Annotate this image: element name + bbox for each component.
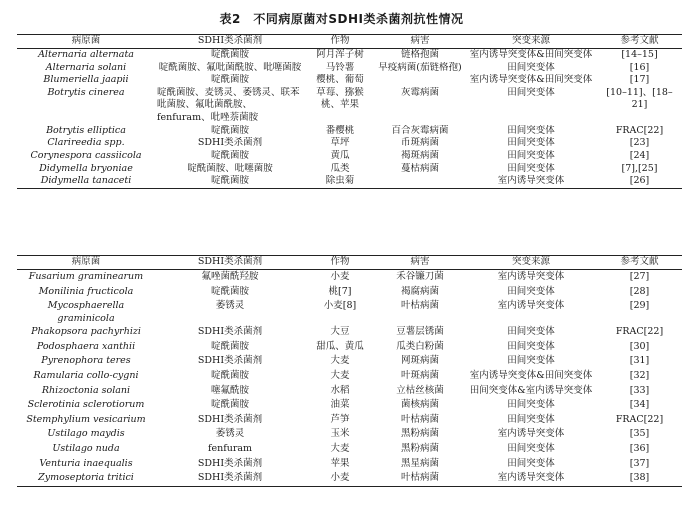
resistance-table-part2	[17, 255, 682, 487]
cell-fungicide: 啶酰菌胺	[210, 175, 249, 187]
cell-pathogen: Botrytis cinerea	[47, 86, 125, 98]
col-header-pathogen: 病原菌	[17, 256, 155, 270]
table-header-row	[17, 256, 682, 270]
table-row	[17, 74, 682, 87]
cell-pathogen: Monilinia fructicola	[38, 285, 134, 297]
cell-pathogen: Alternaria solani	[45, 61, 127, 73]
table-row	[17, 384, 682, 399]
col-header-crop: 作物	[305, 35, 375, 49]
table-row	[17, 427, 682, 442]
cell-source: 田间突变体	[507, 137, 555, 149]
cell-crop: 桃[7]	[328, 285, 352, 297]
cell-source: 室内诱导突变体&田间突变体	[469, 369, 593, 381]
table-row	[17, 369, 682, 384]
cell-source: 田间突变体	[507, 61, 555, 73]
cell-ref: [36]	[629, 442, 650, 454]
table-row	[17, 442, 682, 457]
cell-disease	[375, 175, 465, 188]
table-row	[17, 270, 682, 285]
table-body-part1	[17, 49, 682, 189]
cell-disease: 豆薯层锈菌	[396, 326, 444, 338]
col-header-fungicide: SDHI类杀菌剂	[155, 256, 305, 270]
cell-ref: FRAC[22]	[615, 326, 664, 338]
cell-pathogen: Alternaria alternata	[38, 49, 134, 60]
cell-ref: [14–15]	[621, 49, 658, 60]
cell-ref: [32]	[629, 369, 650, 381]
cell-source: 田间突变体	[507, 340, 555, 352]
cell-crop: 玉米	[330, 428, 350, 440]
table-row	[17, 137, 682, 150]
cell-disease: 禾谷镰刀菌	[396, 271, 444, 282]
cell-crop: 瓜类	[330, 162, 350, 174]
table-row	[17, 398, 682, 413]
cell-ref: [27]	[629, 271, 650, 282]
cell-crop: 甜瓜、黄瓜	[316, 340, 364, 352]
cell-disease: 叶枯病菌	[400, 413, 439, 425]
cell-disease: 链格孢菌	[400, 49, 439, 60]
col-header-crop: 作物	[305, 256, 375, 270]
cell-pathogen: Mycosphaerella graminicola	[47, 300, 125, 325]
cell-pathogen: Botrytis elliptica	[46, 124, 126, 136]
cell-crop: 苹果	[330, 457, 350, 469]
cell-fungicide: SDHI类杀菌剂	[197, 355, 263, 367]
cell-fungicide: 啶酰菌胺	[210, 49, 249, 60]
cell-ref: [31]	[629, 355, 650, 367]
cell-source: 田间突变体	[507, 399, 555, 411]
cell-source: 室内诱导突变体	[497, 271, 565, 282]
cell-crop: 油菜	[330, 399, 350, 411]
cell-fungicide: 啶酰菌胺	[210, 340, 249, 352]
cell-source: 田间突变体	[507, 86, 555, 98]
cell-disease: 灰霉病菌	[400, 86, 439, 98]
cell-source: 田间突变体	[507, 124, 555, 136]
cell-ref: FRAC[22]	[615, 124, 664, 136]
cell-disease: 叶枯病菌	[400, 300, 439, 312]
cell-disease: 蔓枯病菌	[400, 162, 439, 174]
cell-fungicide: SDHI类杀菌剂	[197, 413, 263, 425]
cell-crop: 草莓、猕猴桃、苹果	[316, 86, 364, 111]
cell-disease: 立枯丝核菌	[396, 384, 444, 396]
cell-fungicide: 萎锈灵	[215, 300, 245, 312]
table-row	[17, 325, 682, 340]
cell-pathogen: Stemphylium vesicarium	[26, 413, 146, 425]
cell-fungicide: 啶酰菌胺、氟吡菌酰胺、吡噻菌胺	[158, 61, 302, 73]
cell-disease: 黑粉病菌	[400, 428, 439, 440]
cell-fungicide: 啶酰菌胺、麦锈灵、萎锈灵、联苯吡菌胺、氟吡菌酰胺、fenfuram、吡唑萘菌胺	[157, 86, 300, 123]
cell-ref: [33]	[629, 384, 650, 396]
cell-fungicide: 啶酰菌胺	[210, 285, 249, 297]
cell-disease: 瓜类白粉菌	[396, 340, 444, 352]
cell-crop: 大麦	[330, 355, 350, 367]
col-header-source: 突变来源	[465, 256, 597, 270]
cell-source: 田间突变体	[507, 162, 555, 174]
cell-source: 田间突变体	[507, 285, 555, 297]
cell-disease: 叶枯病菌	[400, 472, 439, 484]
cell-fungicide: 噻氟酰胺	[210, 384, 249, 396]
cell-disease: 网斑病菌	[400, 355, 439, 367]
cell-pathogen: Blumeriella jaapii	[43, 74, 129, 86]
table-row	[17, 175, 682, 188]
cell-fungicide: fenfuram	[207, 442, 253, 454]
cell-ref: [24]	[629, 149, 650, 161]
col-header-fungicide: SDHI类杀菌剂	[155, 35, 305, 49]
cell-disease: 黑粉病菌	[400, 442, 439, 454]
cell-crop: 大麦	[330, 369, 350, 381]
cell-pathogen: Pyrenophora teres	[41, 355, 131, 367]
cell-ref: [23]	[629, 137, 650, 149]
cell-source: 田间突变体	[507, 326, 555, 338]
cell-disease: 褐腐病菌	[400, 285, 439, 297]
cell-ref: [29]	[629, 300, 650, 312]
cell-pathogen: Didymella bryoniae	[39, 162, 133, 174]
cell-source: 田间突变体	[507, 457, 555, 469]
table-title: 表2 不同病原菌对SDHI类杀菌剂抗性情况	[219, 12, 464, 26]
cell-crop: 马铃薯	[325, 61, 355, 73]
table-row	[17, 163, 682, 176]
cell-crop: 芦笋	[330, 413, 350, 425]
cell-crop: 大豆	[330, 326, 350, 338]
cell-ref: [30]	[629, 340, 650, 352]
cell-source: 田间突变体	[507, 442, 555, 454]
cell-fungicide: 啶酰菌胺	[210, 149, 249, 161]
cell-ref: [34]	[629, 399, 650, 411]
cell-ref: [16]	[629, 61, 650, 73]
cell-pathogen: Zymoseptoria tritici	[38, 472, 134, 484]
col-header-disease: 病害	[375, 256, 465, 270]
cell-ref: [7],[25]	[621, 162, 658, 174]
cell-source: 室内诱导突变体	[497, 300, 565, 312]
cell-crop: 番樱桃	[325, 124, 355, 136]
cell-source: 田间突变体	[507, 413, 555, 425]
cell-pathogen: Ramularia collo-cygni	[33, 369, 139, 381]
table-row	[17, 471, 682, 486]
cell-fungicide: 氟唑菌酰羟胺	[201, 271, 259, 282]
table-row	[17, 354, 682, 369]
cell-disease: 叶斑病菌	[400, 369, 439, 381]
cell-fungicide: SDHI类杀菌剂	[197, 137, 263, 149]
cell-fungicide: 啶酰菌胺	[210, 124, 249, 136]
table-row	[17, 49, 682, 62]
cell-source: 室内诱导突变体	[497, 175, 565, 187]
cell-crop: 黄瓜	[330, 149, 350, 161]
cell-source: 田间突变体	[507, 149, 555, 161]
col-header-disease: 病害	[375, 35, 465, 49]
cell-ref: [28]	[629, 285, 650, 297]
table-body-part2	[17, 270, 682, 487]
cell-fungicide: 啶酰菌胺	[210, 369, 249, 381]
table-row	[17, 87, 682, 125]
cell-pathogen: Clarireedia spp.	[47, 137, 125, 149]
cell-fungicide: 啶酰菌胺	[210, 399, 249, 411]
table-row	[17, 299, 682, 325]
table-row	[17, 62, 682, 75]
cell-pathogen: Venturia inaequalis	[39, 457, 133, 469]
cell-fungicide: 啶酰菌胺	[210, 74, 249, 86]
cell-source: 室内诱导突变体&田间突变体	[469, 74, 593, 86]
cell-ref: [17]	[629, 74, 650, 86]
cell-disease: 菌核病菌	[400, 399, 439, 411]
col-header-source: 突变来源	[465, 35, 597, 49]
cell-disease: 褐斑病菌	[400, 149, 439, 161]
table-row	[17, 340, 682, 355]
cell-pathogen: Fusarium graminearum	[28, 271, 144, 282]
col-header-ref: 参考文献	[597, 256, 682, 270]
cell-pathogen: Sclerotinia sclerotiorum	[27, 399, 145, 411]
cell-fungicide: SDHI类杀菌剂	[197, 326, 263, 338]
cell-source: 室内诱导突变体	[497, 472, 565, 484]
table-row	[17, 125, 682, 138]
cell-source: 室内诱导突变体	[497, 428, 565, 440]
cell-pathogen: Ustilago maydis	[47, 428, 125, 440]
cell-pathogen: Phakopsora pachyrhizi	[31, 326, 141, 338]
cell-crop: 大麦	[330, 442, 350, 454]
cell-crop: 水稻	[330, 384, 350, 396]
table-row	[17, 457, 682, 472]
cell-fungicide: 萎锈灵	[215, 428, 245, 440]
cell-disease: 早疫病菌(茄链格孢)	[378, 61, 462, 73]
col-header-pathogen: 病原菌	[17, 35, 155, 49]
cell-crop: 小麦[8]	[323, 300, 357, 312]
cell-pathogen: Corynespora cassiicola	[30, 149, 142, 161]
cell-crop: 樱桃、葡萄	[316, 74, 364, 86]
cell-source: 田间突变体	[507, 355, 555, 367]
cell-ref: [26]	[629, 175, 650, 187]
cell-disease: 币斑病菌	[400, 137, 439, 149]
resistance-table-part1	[17, 34, 682, 189]
cell-fungicide: 啶酰菌胺、吡噻菌胺	[187, 162, 273, 174]
cell-source: 田间突变体&室内诱导突变体	[469, 384, 593, 396]
cell-pathogen: Podosphaera xanthii	[36, 340, 136, 352]
cell-crop: 小麦	[330, 472, 350, 484]
cell-fungicide: SDHI类杀菌剂	[197, 457, 263, 469]
col-header-ref: 参考文献	[597, 35, 682, 49]
cell-pathogen: Ustilago nuda	[52, 442, 120, 454]
cell-crop: 除虫菊	[325, 175, 355, 187]
cell-crop: 阿月浑子树	[316, 49, 364, 60]
cell-pathogen: Didymella tanaceti	[40, 175, 132, 187]
cell-crop: 草坪	[330, 137, 350, 149]
cell-crop: 小麦	[330, 271, 350, 282]
table-header-row	[17, 35, 682, 49]
cell-ref: [37]	[629, 457, 650, 469]
table-row	[17, 413, 682, 428]
cell-ref: [10–11]、[18–21]	[606, 86, 673, 111]
table-row	[17, 285, 682, 300]
cell-ref: [35]	[629, 428, 650, 440]
cell-disease: 黑星病菌	[400, 457, 439, 469]
cell-disease: 百合灰霉病菌	[391, 124, 449, 136]
cell-ref: [38]	[629, 472, 650, 484]
cell-pathogen: Rhizoctonia solani	[41, 384, 131, 396]
cell-source: 室内诱导突变体&田间突变体	[469, 49, 593, 60]
cell-ref: FRAC[22]	[615, 413, 664, 425]
cell-disease	[375, 74, 465, 87]
cell-fungicide: SDHI类杀菌剂	[197, 472, 263, 484]
table-row	[17, 150, 682, 163]
